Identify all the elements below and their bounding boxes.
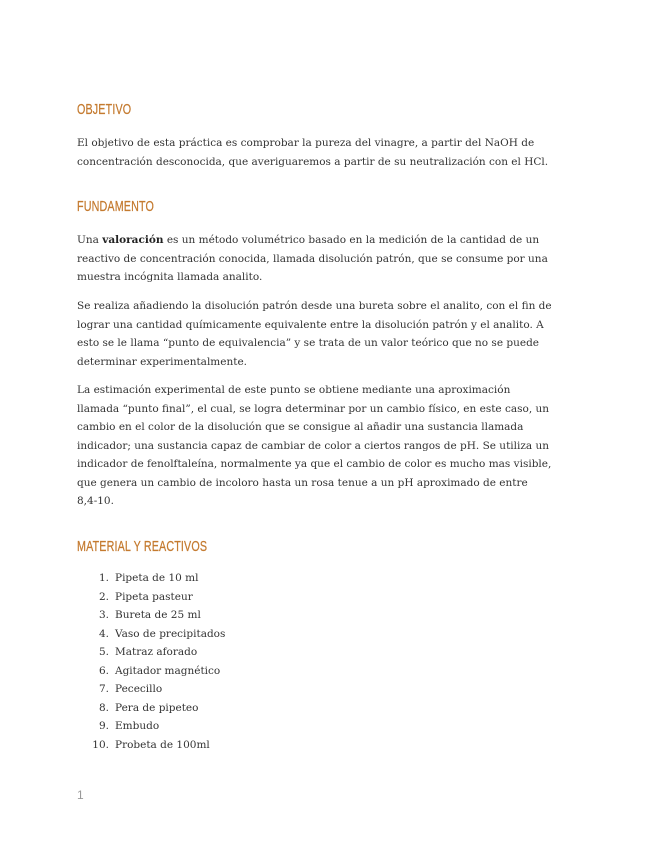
text-line: 8,4-10. xyxy=(77,495,114,507)
list-item xyxy=(77,588,225,607)
text-line: indicador; una sustancia capaz de cambiar de color a ciertos rangos de pH. Se utiliza un xyxy=(77,439,550,452)
text-line: determinar experimentalmente. xyxy=(77,355,248,368)
list-number: 1. xyxy=(98,572,109,584)
list-text: Pececillo xyxy=(115,683,163,696)
material-list xyxy=(77,569,225,754)
paragraph-fundamento-1 xyxy=(77,231,548,287)
list-item xyxy=(77,625,225,644)
text-line: concentración desconocida, que averiguaremos a partir de su neutralización con el HCl. xyxy=(77,155,549,168)
list-number: 3. xyxy=(98,609,109,622)
list-number: 10. xyxy=(92,738,109,751)
list-text: Embudo xyxy=(115,720,160,733)
text-line: llamada “punto final”, el cual, se logra determinar por un cambio físico, en este caso, un xyxy=(77,402,550,415)
heading-material-reactivos xyxy=(77,538,253,556)
list-number: 8. xyxy=(98,701,109,714)
list-item xyxy=(77,717,225,736)
list-text: Matraz aforado xyxy=(115,646,198,659)
list-text: Probeta de 100ml xyxy=(115,738,210,751)
text-line xyxy=(77,231,548,250)
list-number: 9. xyxy=(98,720,109,733)
list-item xyxy=(77,736,225,755)
list-number: 2. xyxy=(98,590,109,603)
heading-material-reactivos-text: MATERIAL Y REACTIVOS xyxy=(77,539,208,555)
text-line: La estimación experimental de este punto se obtiene mediante una aproximación xyxy=(77,384,511,396)
page-number: 1 xyxy=(77,788,84,802)
list-item xyxy=(77,606,225,625)
heading-fundamento-text: FUNDAMENTO xyxy=(77,199,154,215)
text-line: que genera un cambio de incoloro hasta un rosa tenue a un pH aproximado de entre xyxy=(77,476,528,489)
heading-objetivo xyxy=(77,101,150,119)
heading-fundamento xyxy=(77,198,181,216)
text-line: reactivo de concentración conocida, llamada disolución patrón, que se consume por una xyxy=(77,252,548,265)
list-item xyxy=(77,643,225,662)
text-line: Se realiza añadiendo la disolución patrón desde una bureta sobre el analito, con el fin de xyxy=(77,300,552,312)
text-line: lograr una cantidad químicamente equivalente entre la disolución patrón y el analito. A xyxy=(77,318,544,331)
list-text: Bureta de 25 ml xyxy=(115,609,201,622)
list-number: 6. xyxy=(98,664,109,677)
heading-objetivo-text: OBJETIVO xyxy=(77,102,132,118)
list-item xyxy=(77,680,225,699)
text-segment: Una xyxy=(77,234,103,246)
text-segment: es un método volumétrico basado en la medición de la cantidad de un xyxy=(163,234,540,246)
list-text: Vaso de precipitados xyxy=(115,627,226,640)
text-line: esto se le llama “punto de equivalencia” y se trata de un valor teórico que no se puede xyxy=(77,337,540,349)
list-text: Agitador magnético xyxy=(115,664,221,677)
paragraph-fundamento-3 xyxy=(77,381,551,511)
list-item xyxy=(77,699,225,718)
text-line: muestra incógnita llamada analito. xyxy=(77,271,263,283)
list-text: Pera de pipeteo xyxy=(115,701,199,714)
bold-term-valoracion: valoración xyxy=(102,234,164,246)
list-text: Pipeta de 10 ml xyxy=(115,572,199,584)
paragraph-objetivo xyxy=(77,134,548,171)
list-number: 4. xyxy=(98,627,109,640)
text-line: indicador de fenolftaleína, normalmente ya que el cambio de color es mucho mas visible, xyxy=(77,458,552,470)
text-line: cambio en el color de la disolución que se consigue al añadir una sustancia llamada xyxy=(77,421,524,433)
paragraph-fundamento-2 xyxy=(77,297,552,371)
list-item xyxy=(77,662,225,681)
list-number: 5. xyxy=(98,646,109,659)
list-text: Pipeta pasteur xyxy=(115,590,193,603)
list-item xyxy=(77,569,225,588)
text-line: El objetivo de esta práctica es comprobar la pureza del vinagre, a partir del NaOH de xyxy=(77,137,535,149)
list-number: 7. xyxy=(98,683,109,696)
